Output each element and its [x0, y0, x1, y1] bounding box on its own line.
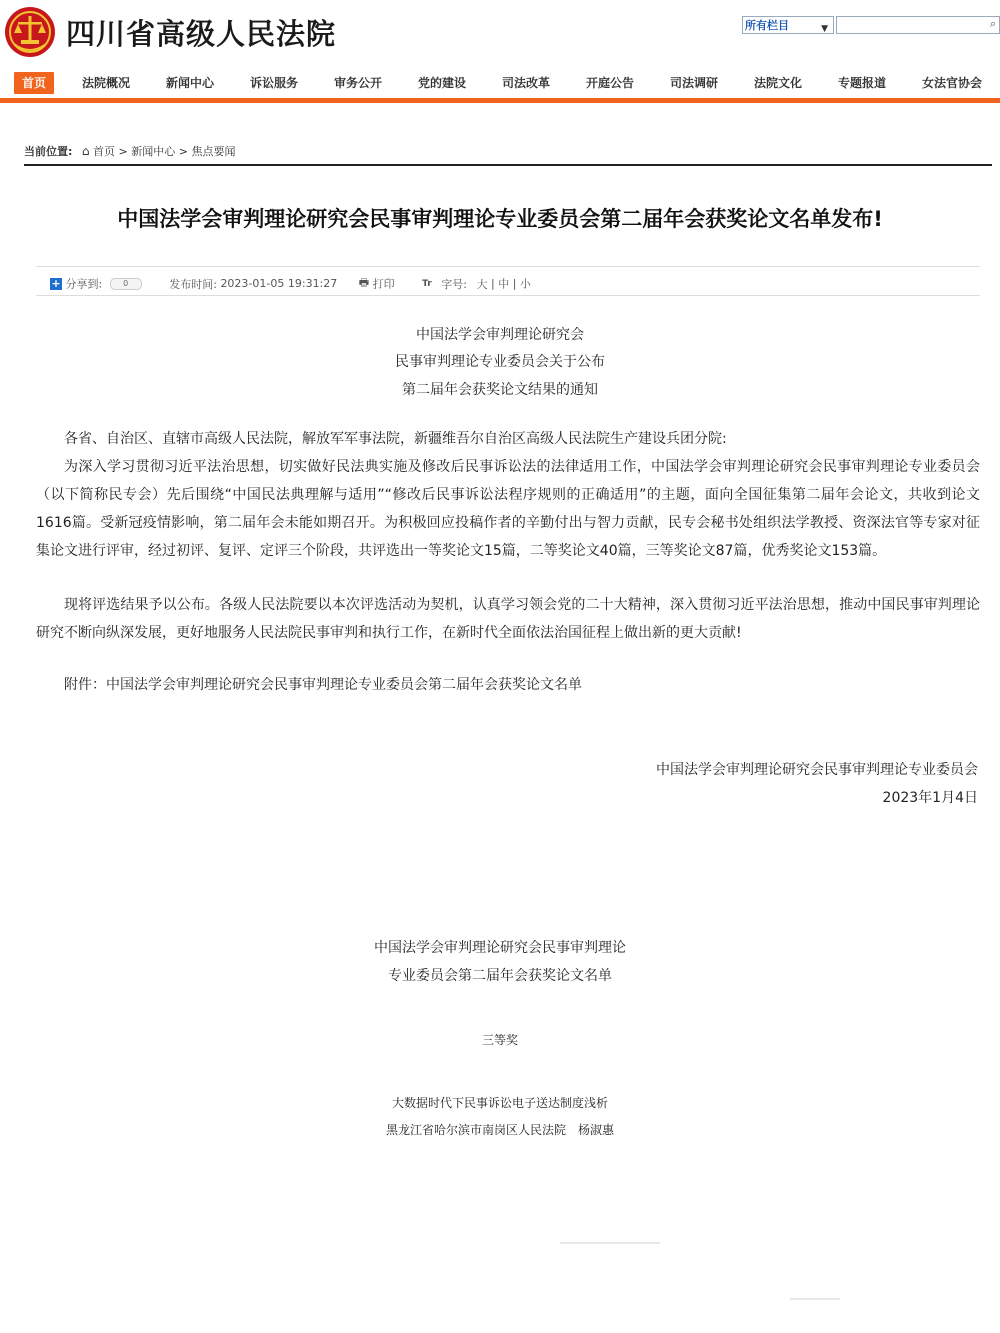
font-size-divider: |: [512, 277, 517, 290]
font-size-large[interactable]: 大: [476, 277, 488, 291]
nav-item-court-culture[interactable]: 法院文化: [754, 76, 803, 90]
font-size-medium[interactable]: 中: [498, 277, 510, 291]
nav-accent-bar: [0, 98, 1000, 103]
award-entry-title: 大数据时代下民事诉讼电子送达制度浅析: [391, 1096, 608, 1110]
notice-heading-line: 第二届年会获奖论文结果的通知: [402, 382, 598, 398]
article-meta-bar: [50, 274, 980, 290]
nav-item-party-building[interactable]: 党的建设: [418, 76, 467, 90]
share-icon[interactable]: +: [51, 276, 61, 290]
award-list-title-line: 中国法学会审判理论研究会民事审判理论: [374, 940, 626, 956]
breadcrumb-item-focus[interactable]: 焦点要闻: [191, 145, 236, 158]
nav-item-news-center[interactable]: 新闻中心: [166, 76, 215, 90]
award-level-heading: 三等奖: [481, 1033, 518, 1047]
scan-artifact: [790, 1298, 840, 1300]
font-size-small[interactable]: 小: [519, 277, 531, 291]
print-button[interactable]: 打印: [372, 277, 395, 291]
home-icon[interactable]: ⌂: [81, 144, 90, 158]
nav-item-home[interactable]: 首页: [14, 72, 54, 94]
breadcrumb-divider: [24, 164, 992, 166]
signature-date: 2023年1月4日: [882, 790, 978, 806]
search-scope-select[interactable]: [742, 16, 834, 34]
attachment-line[interactable]: 附件：中国法学会审判理论研究会民事审判理论专业委员会第二届年会获奖论文名单: [64, 677, 582, 693]
font-size-divider: |: [490, 277, 495, 290]
nav-item-hearing-notice[interactable]: 开庭公告: [586, 76, 635, 90]
nav-item-judicial-reform[interactable]: 司法改革: [502, 76, 551, 90]
main-nav: [0, 72, 1000, 96]
print-icon[interactable]: 🖶: [358, 276, 370, 289]
nav-item-court-overview[interactable]: 法院概况: [82, 76, 131, 90]
chevron-down-icon: ▼: [821, 24, 828, 34]
award-entry-author: 黑龙江省哈尔滨市南岗区人民法院 杨淑惠: [385, 1123, 614, 1137]
signature-org: 中国法学会审判理论研究会民事审判理论专业委员会: [656, 762, 978, 778]
nav-item-judicial-research[interactable]: 司法调研: [670, 76, 719, 90]
breadcrumb-item-news[interactable]: 新闻中心: [131, 145, 176, 158]
font-size-label: 字号:: [441, 277, 467, 291]
publish-time: 2023-01-05 19:31:27: [220, 277, 338, 290]
search-scope-value: 所有栏目: [745, 19, 789, 32]
site-header: [0, 0, 1000, 66]
nav-item-litigation-service[interactable]: 诉讼服务: [250, 76, 299, 90]
meta-divider-top: [36, 266, 980, 267]
breadcrumb: [24, 143, 235, 159]
notice-heading-line: 中国法学会审判理论研究会: [416, 327, 584, 343]
search-icon[interactable]: ⌕: [990, 17, 997, 30]
share-count: 0: [110, 278, 142, 290]
breadcrumb-separator: >: [178, 145, 188, 158]
salutation-paragraph: 各省、自治区、直辖市高级人民法院，解放军军事法院，新疆维吾尔自治区高级人民法院生产建设兵团分院:: [64, 431, 727, 447]
article-title: 中国法学会审判理论研究会民事审判理论专业委员会第二届年会获奖论文名单发布!: [117, 207, 883, 231]
nav-item-special-reports[interactable]: 专题报道: [838, 76, 887, 90]
nav-item-women-judges[interactable]: 女法官协会: [922, 76, 983, 90]
notice-heading-line: 民事审判理论专业委员会关于公布: [395, 354, 605, 370]
publish-label: 发布时间:: [169, 277, 217, 291]
court-emblem-icon[interactable]: [4, 6, 56, 58]
nav-item-court-openness[interactable]: 审务公开: [334, 76, 383, 90]
site-name[interactable]: 四川省高级人民法院: [66, 17, 337, 51]
body-paragraph: 为深入学习贯彻习近平法治思想，切实做好民法典实施及修改后民事诉讼法的法律适用工作，中国法学会审判理论研究会民事审判理论专业委员会（以下简称民专会）先后围绕“中国民法典理解与适用”“修改后民事诉讼法程序规则的正确适用”的主题，面向全国征集第二届年会论文，共收到论文1616篇。受新冠疫情影响，第二届年会未能如期召开。为积极回应投稿作者的辛勤付出与智力贡献，民专会秘书处组织法学教授、资深法官等专家对征集论文进行评审，经过初评、复评、定评三个阶段，共评选出一等奖论文15篇，二等奖论文40篇，三等奖论文87篇，优秀奖论文153篇。: [36, 459, 980, 559]
award-list-title-line: 专业委员会第二届年会获奖论文名单: [388, 968, 612, 984]
breadcrumb-label: 当前位置:: [24, 145, 73, 158]
breadcrumb-item-home[interactable]: 首页: [93, 145, 116, 158]
meta-divider-bottom: [36, 295, 980, 296]
search-input[interactable]: [836, 16, 1000, 34]
body-paragraph: 现将评选结果予以公布。各级人民法院要以本次评选活动为契机，认真学习领会党的二十大精神，深入贯彻习近平法治思想，推动中国民事审判理论研究不断向纵深发展，更好地服务人民法院民事审判和执行工作，在新时代全面依法治国征程上做出新的更大贡献!: [36, 597, 980, 641]
share-label[interactable]: 分享到:: [65, 277, 103, 291]
breadcrumb-separator: >: [118, 145, 128, 158]
font-size-icon: Tr: [422, 278, 432, 289]
scan-artifact: [560, 1242, 660, 1244]
